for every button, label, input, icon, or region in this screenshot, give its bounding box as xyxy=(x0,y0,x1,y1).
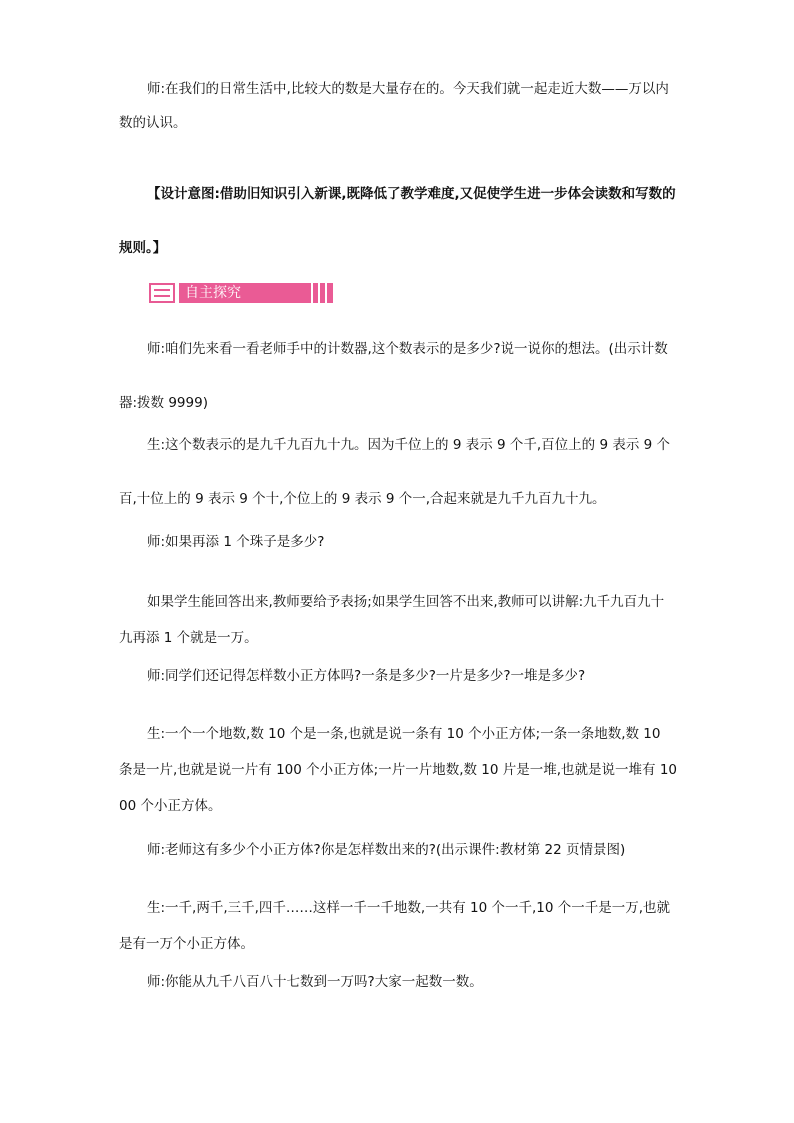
paragraph-intro: 师:在我们的日常生活中,比较大的数是大量存在的。今天我们就一起走近大数——万以内数的认识。 xyxy=(119,81,669,131)
paragraph-student-cubes: 生:一个一个地数,数 10 个是一条,也就是说一条有 10 个小正方体;一条一条地数,数 10 条是一片,也就是说一片有 100 个小正方体;一片一片地数,数 10 片是一堆,也就是说一堆有 1000 个小正方体。 xyxy=(119,726,678,814)
paragraph-teacher-how-many: 师:老师这有多少个小正方体?你是怎样数出来的?(出示课件:教材第 22 页情景图) xyxy=(147,842,626,858)
section-number-badge xyxy=(149,283,175,303)
paragraph-guidance: 如果学生能回答出来,教师要给予表扬;如果学生回答不出来,教师可以讲解:九千九百九十九再添 1 个就是一万。 xyxy=(119,594,665,646)
section-stripes-decoration xyxy=(311,283,327,303)
paragraph-teacher-add-one: 师:如果再添 1 个珠子是多少? xyxy=(147,534,325,550)
paragraph-student-9999: 生:这个数表示的是九千九百九十九。因为千位上的 9 表示 9 个千,百位上的 9 表示 9 个百,十位上的 9 表示 9 个十,个位上的 9 表示 9 个一,合起来就是九千九百九十九。 xyxy=(119,437,671,507)
paragraph-design-intent: 【设计意图:借助旧知识引入新课,既降低了教学难度,又促使学生进一步体会读数和写数的规则。】 xyxy=(119,186,676,256)
paragraph-teacher-counter: 师:咱们先来看一看老师手中的计数器,这个数表示的是多少?说一说你的想法。(出示计数器:拨数 9999) xyxy=(119,341,668,411)
paragraph-student-thousands: 生:一千,两千,三千,四千……这样一千一千地数,一共有 10 个一千,10 个一千是一万,也就是有一万个小正方体。 xyxy=(119,900,671,952)
paragraph-teacher-count-to-10000: 师:你能从九千八百八十七数到一万吗?大家一起数一数。 xyxy=(147,974,483,990)
paragraph-teacher-cubes: 师:同学们还记得怎样数小正方体吗?一条是多少?一片是多少?一堆是多少? xyxy=(147,668,586,684)
section-header xyxy=(149,283,333,303)
section-title xyxy=(179,283,333,303)
section-title-text: 自主探究 xyxy=(185,285,241,301)
